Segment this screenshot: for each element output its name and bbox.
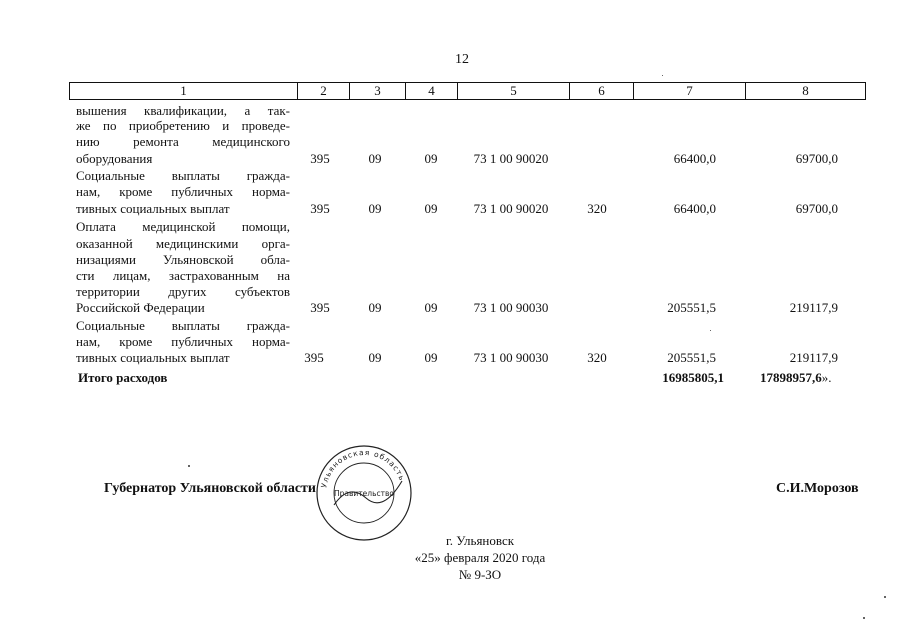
cell-col-4: 09 xyxy=(424,201,438,216)
header-col-3: 3 xyxy=(350,83,406,99)
cell-col-4: 09 xyxy=(424,151,438,166)
header-col-2: 2 xyxy=(298,83,350,99)
official-seal xyxy=(314,443,414,543)
header-col-6: 6 xyxy=(570,83,634,99)
cell-col-2: 395 xyxy=(310,151,330,166)
page-number: 12 xyxy=(455,52,469,67)
cell-col-6: 320 xyxy=(587,201,607,216)
row-description-line: сти лицам, застрахованным на xyxy=(76,268,290,283)
cell-col-8: 69700,0 xyxy=(795,151,838,166)
cell-col-5: 73 1 00 90020 xyxy=(473,201,549,216)
row-description-line: оборудования xyxy=(76,151,153,166)
row-description-line: Социальные выплаты гражда- xyxy=(76,318,290,333)
header-col-1: 1 xyxy=(70,83,298,99)
seal-outer-text: Ульяновская область xyxy=(319,447,407,489)
row-description-line: нам, кроме публичных норма- xyxy=(76,184,290,199)
row-description-line: Оплата медицинской помощи, xyxy=(76,219,290,234)
cell-col-7: 66400,0 xyxy=(673,151,716,166)
scan-speck xyxy=(884,596,886,598)
scan-speck xyxy=(662,75,663,76)
scan-speck xyxy=(863,617,865,619)
seal-inner-text: Правительство xyxy=(334,489,394,498)
cell-col-5: 73 1 00 90030 xyxy=(473,300,549,315)
row-description-line: же по приобретению и проведе- xyxy=(76,118,290,133)
governor-name: С.И.Морозов xyxy=(776,481,859,496)
header-col-8: 8 xyxy=(802,83,809,98)
cell-col-7: 66400,0 xyxy=(673,201,716,216)
cell-col-2: 395 xyxy=(310,300,330,315)
cell-col-3: 09 xyxy=(368,350,382,365)
row-description-line: Социальные выплаты гражда- xyxy=(76,168,290,183)
header-col-5: 5 xyxy=(458,83,570,99)
total-col-8-value: 17898957,6 xyxy=(760,370,822,385)
cell-col-8: 69700,0 xyxy=(795,201,838,216)
cell-col-4: 09 xyxy=(424,350,438,365)
closing-quote: ». xyxy=(821,370,832,385)
row-description-line: вышения квалификации, а так- xyxy=(76,103,290,118)
cell-col-3: 09 xyxy=(368,300,382,315)
row-description-line: Российской Федерации xyxy=(76,300,205,315)
footer-date: «25» февраля 2020 года xyxy=(414,550,546,565)
cell-col-4: 09 xyxy=(424,300,438,315)
cell-col-5: 73 1 00 90030 xyxy=(473,350,549,365)
scan-speck xyxy=(710,330,711,331)
row-description-line: нам, кроме публичных норма- xyxy=(76,334,290,349)
total-col-8 xyxy=(760,370,832,386)
cell-col-8: 219117,9 xyxy=(789,350,838,365)
row-description-line: тивных социальных выплат xyxy=(76,350,230,365)
cell-col-7: 205551,5 xyxy=(667,300,716,315)
cell-col-5: 73 1 00 90020 xyxy=(473,151,549,166)
header-col-7: 7 xyxy=(634,83,746,99)
table-header-row xyxy=(69,82,866,100)
cell-col-3: 09 xyxy=(368,201,382,216)
row-description-line: тивных социальных выплат xyxy=(76,201,230,216)
cell-col-6: 320 xyxy=(587,350,607,365)
total-col-7: 16985805,1 xyxy=(662,370,724,385)
footer-number: № 9-ЗО xyxy=(458,567,502,582)
scan-speck xyxy=(188,465,190,467)
governor-title: Губернатор Ульяновской области xyxy=(104,481,316,496)
cell-col-2: 395 xyxy=(310,201,330,216)
total-label: Итого расходов xyxy=(78,370,168,385)
row-description-line: оказанной медицинскими орга- xyxy=(76,236,290,251)
cell-col-2: 395 xyxy=(304,350,324,365)
row-description-line: нию ремонта медицинского xyxy=(76,134,290,149)
row-description-line: низациями Ульяновской обла- xyxy=(76,252,290,267)
footer-city: г. Ульяновск xyxy=(445,533,515,548)
cell-col-8: 219117,9 xyxy=(789,300,838,315)
cell-col-3: 09 xyxy=(368,151,382,166)
cell-col-7: 205551,5 xyxy=(667,350,716,365)
header-col-4: 4 xyxy=(406,83,458,99)
row-description-line: территории других субъектов xyxy=(76,284,290,299)
